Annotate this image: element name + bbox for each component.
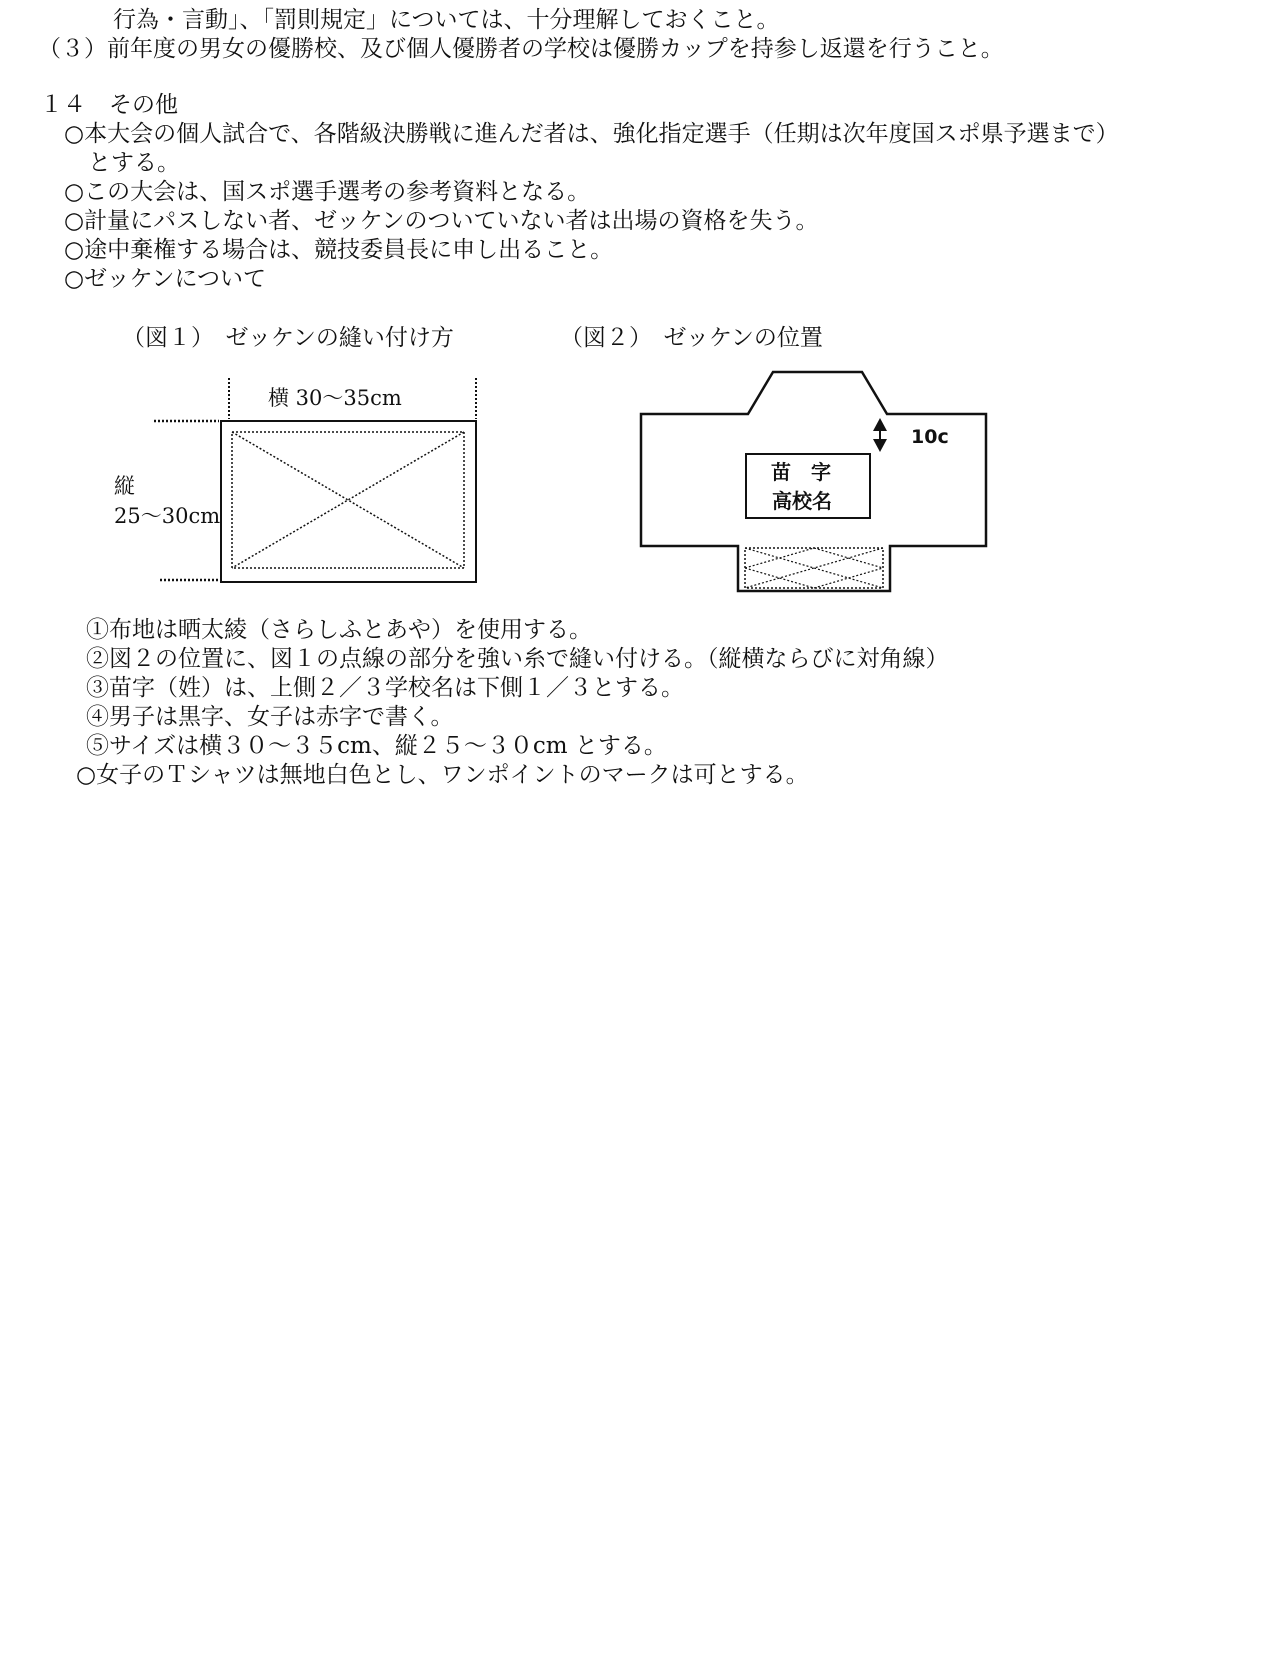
text-line-6: ○この大会は、国スポ選手選考の参考資料となる。: [64, 179, 591, 205]
figure-2-caption: （図２） ゼッケンの位置: [560, 325, 823, 351]
section-heading: １４ その他: [40, 92, 178, 118]
arrow-down-icon: [873, 439, 887, 452]
text-line-7: ○計量にパスしない者、ゼッケンのついていない者は出場の資格を失う。: [64, 208, 819, 234]
surname-label: 苗 字: [771, 460, 831, 484]
text-line-1: 行為・言動」、「罰則規定」については、十分理解しておくこと。: [113, 7, 780, 33]
height-label-2: 25～30cm: [114, 504, 221, 528]
rule-item-3: ③苗字（姓）は、上側２／３学校名は下側１／３とする。: [86, 675, 684, 701]
bib-outline: [221, 421, 476, 582]
text-line-2: （３）前年度の男女の優勝校、及び個人優勝者の学校は優勝カップを持参し返還を行うこと。: [38, 36, 1004, 62]
text-line-8: ○途中棄権する場合は、競技委員長に申し出ること。: [64, 237, 614, 263]
text-line-4: ○本大会の個人試合で、各階級決勝戦に進んだ者は、強化指定選手（任期は次年度国スポ県予選まで）: [64, 121, 1119, 147]
distance-label: 10c: [911, 426, 949, 448]
text-line-9: ○ゼッケンについて: [64, 266, 266, 292]
width-label: 横 30～35cm: [268, 386, 402, 410]
school-name-label: 高校名: [772, 489, 832, 513]
rule-item-2: ②図２の位置に、図１の点線の部分を強い糸で縫い付ける。（縦横ならびに対角線）: [86, 646, 949, 672]
rule-item-4: ④男子は黒字、女子は赤字で書く。: [86, 704, 454, 730]
figure-1-caption: （図１） ゼッケンの縫い付け方: [122, 325, 454, 351]
text-line-5: とする。: [88, 150, 180, 176]
rule-item-1: ①布地は晒太綾（さらしふとあや）を使用する。: [86, 617, 592, 643]
final-note: ○女子のＴシャツは無地白色とし、ワンポイントのマークは可とする。: [76, 762, 809, 788]
rule-item-5: ⑤サイズは横３０～３５cm、縦２５～３０cm とする。: [86, 733, 667, 759]
height-label-1: 縦: [114, 474, 135, 498]
